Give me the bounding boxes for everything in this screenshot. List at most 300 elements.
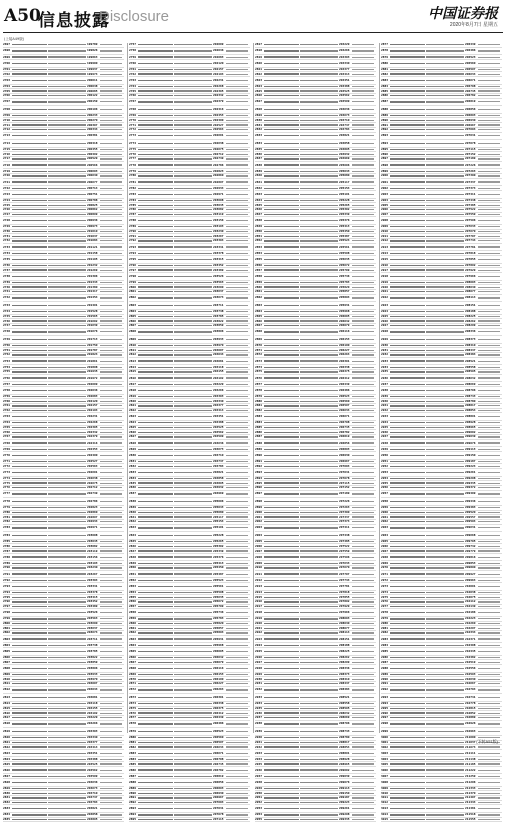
fund-code: 211259 bbox=[465, 775, 477, 778]
fund-name bbox=[12, 339, 47, 340]
fund-code: 204821 bbox=[339, 134, 351, 137]
fund-name bbox=[264, 115, 299, 116]
fund-description bbox=[426, 556, 464, 557]
table-title: (上接A49版) bbox=[4, 37, 24, 42]
fund-code: 208373 bbox=[465, 338, 477, 341]
fund-name bbox=[12, 396, 47, 397]
fund-code: 205413 bbox=[213, 562, 225, 565]
fund-code: 207152 bbox=[465, 153, 477, 156]
fund-name bbox=[390, 220, 425, 221]
fund-name bbox=[12, 164, 47, 165]
table-row bbox=[381, 336, 502, 344]
fund-name bbox=[138, 482, 173, 483]
fund-name bbox=[264, 628, 299, 629]
fund-description bbox=[48, 214, 86, 215]
row-number: 2873 bbox=[255, 360, 263, 363]
fund-description bbox=[426, 645, 464, 646]
row-number: 2801 bbox=[3, 627, 11, 630]
row-number: 2720 bbox=[3, 174, 11, 177]
fund-name bbox=[138, 742, 173, 743]
fund-code: 201491 bbox=[87, 304, 99, 307]
fund-name bbox=[138, 109, 173, 110]
fund-code: 199937 bbox=[87, 68, 99, 71]
row-detail bbox=[100, 753, 122, 754]
fund-name bbox=[12, 416, 47, 417]
row-detail bbox=[478, 143, 500, 144]
fund-code: 209039 bbox=[465, 435, 477, 438]
fund-description bbox=[174, 482, 212, 483]
row-detail bbox=[100, 601, 122, 602]
fund-description bbox=[300, 703, 338, 704]
table-row bbox=[129, 779, 250, 787]
fund-description bbox=[426, 164, 464, 165]
fund-code: 201528 bbox=[87, 310, 99, 313]
fund-code: 204044 bbox=[213, 353, 225, 356]
table-row bbox=[129, 302, 250, 310]
row-detail bbox=[226, 194, 248, 195]
row-detail bbox=[478, 390, 500, 391]
row-number: 2829 bbox=[3, 787, 11, 790]
fund-name bbox=[138, 493, 173, 494]
fund-name bbox=[390, 50, 425, 51]
fund-name bbox=[138, 814, 173, 815]
fund-name bbox=[12, 612, 47, 613]
row-number: 2884 bbox=[255, 421, 263, 424]
table-row bbox=[381, 358, 502, 366]
row-detail bbox=[226, 354, 248, 355]
table-row bbox=[381, 498, 502, 506]
row-detail bbox=[226, 753, 248, 754]
fund-name bbox=[138, 432, 173, 433]
table-row bbox=[3, 133, 124, 141]
fund-code: 204451 bbox=[87, 752, 99, 755]
row-number: 2912 bbox=[381, 239, 389, 242]
row-number: 2794 bbox=[3, 591, 11, 594]
row-number: 2934 bbox=[255, 702, 263, 705]
fund-name bbox=[138, 717, 173, 718]
fund-description bbox=[300, 651, 338, 652]
fund-description bbox=[48, 286, 86, 287]
row-number: 2828 bbox=[3, 781, 11, 784]
row-number: 3001 bbox=[381, 741, 389, 744]
fund-code: 204414 bbox=[213, 409, 225, 412]
row-number: 2858 bbox=[129, 611, 137, 614]
fund-name bbox=[264, 149, 299, 150]
table-row bbox=[381, 779, 502, 787]
fund-code: 207041 bbox=[213, 807, 225, 810]
fund-code: 209113 bbox=[465, 448, 477, 451]
row-number: 2994 bbox=[381, 702, 389, 705]
fund-name bbox=[264, 814, 299, 815]
fund-code: 202120 bbox=[87, 400, 99, 403]
row-number: 2819 bbox=[255, 56, 263, 59]
table-row bbox=[3, 191, 124, 199]
fund-description bbox=[174, 466, 212, 467]
row-detail bbox=[352, 797, 374, 798]
row-detail bbox=[478, 776, 500, 777]
row-number: 2823 bbox=[3, 752, 11, 755]
row-number: 2998 bbox=[381, 722, 389, 725]
row-detail bbox=[478, 797, 500, 798]
fund-description bbox=[426, 478, 464, 479]
fund-description bbox=[174, 209, 212, 210]
fund-name bbox=[12, 797, 47, 798]
row-detail bbox=[352, 345, 374, 346]
row-detail bbox=[226, 427, 248, 428]
row-number: 2797 bbox=[129, 269, 137, 272]
fund-name bbox=[264, 742, 299, 743]
row-number: 2773 bbox=[3, 471, 11, 474]
fund-code: 205931 bbox=[339, 304, 351, 307]
table-row bbox=[3, 413, 124, 421]
fund-code: 202712 bbox=[213, 153, 225, 156]
fund-description bbox=[426, 236, 464, 237]
fund-code: 204081 bbox=[213, 360, 225, 363]
fund-code: 203785 bbox=[87, 650, 99, 653]
fund-name bbox=[390, 246, 425, 247]
row-detail bbox=[100, 493, 122, 494]
fund-description bbox=[48, 282, 86, 283]
row-number: 2855 bbox=[129, 596, 137, 599]
fund-name bbox=[138, 723, 173, 724]
row-detail bbox=[352, 188, 374, 189]
fund-name bbox=[138, 240, 173, 241]
fund-name bbox=[12, 286, 47, 287]
fund-code: 208336 bbox=[339, 667, 351, 670]
row-detail bbox=[352, 487, 374, 488]
fund-code: 203304 bbox=[213, 239, 225, 242]
fund-name bbox=[12, 623, 47, 624]
fund-code: 205450 bbox=[213, 566, 225, 569]
fund-description bbox=[300, 188, 338, 189]
fund-code: 200973 bbox=[87, 225, 99, 228]
fund-code: 206042 bbox=[213, 656, 225, 659]
row-number: 2897 bbox=[255, 492, 263, 495]
table-row bbox=[3, 179, 124, 187]
row-number: 2876 bbox=[129, 712, 137, 715]
fund-description bbox=[426, 689, 464, 690]
fund-name bbox=[264, 286, 299, 287]
row-number: 2950 bbox=[381, 454, 389, 457]
row-detail bbox=[352, 371, 374, 372]
row-detail bbox=[100, 723, 122, 724]
row-detail bbox=[100, 737, 122, 738]
fund-code: 203526 bbox=[87, 611, 99, 614]
fund-code: 202379 bbox=[213, 100, 225, 103]
fund-name bbox=[138, 746, 173, 747]
fund-description bbox=[426, 501, 464, 502]
row-number: 2876 bbox=[255, 377, 263, 380]
row-number: 2959 bbox=[381, 506, 389, 509]
fund-code: 209002 bbox=[339, 769, 351, 772]
row-number: 2752 bbox=[3, 353, 11, 356]
table-row bbox=[3, 375, 124, 383]
row-detail bbox=[226, 487, 248, 488]
row-detail bbox=[478, 668, 500, 669]
row-number: 2709 bbox=[3, 114, 11, 117]
fund-code: 203045 bbox=[213, 204, 225, 207]
fund-name bbox=[12, 109, 47, 110]
row-number: 2923 bbox=[255, 638, 263, 641]
fund-description bbox=[48, 535, 86, 536]
fund-name bbox=[12, 638, 47, 639]
row-detail bbox=[226, 449, 248, 450]
fund-code: 202601 bbox=[87, 471, 99, 474]
fund-description bbox=[48, 297, 86, 298]
row-number: 2878 bbox=[255, 389, 263, 392]
table-row bbox=[129, 217, 250, 225]
fund-description bbox=[426, 377, 464, 378]
row-detail bbox=[226, 606, 248, 607]
fund-description bbox=[426, 240, 464, 241]
row-detail bbox=[478, 226, 500, 227]
row-number: 2767 bbox=[129, 100, 137, 103]
fund-code: 200085 bbox=[87, 90, 99, 93]
row-number: 2837 bbox=[129, 492, 137, 495]
table-row bbox=[381, 302, 502, 310]
fund-code: 210926 bbox=[465, 722, 477, 725]
fund-name bbox=[138, 527, 173, 528]
fund-description bbox=[426, 209, 464, 210]
fund-code: 208780 bbox=[339, 736, 351, 739]
row-number: 2866 bbox=[255, 320, 263, 323]
fund-code: 205080 bbox=[339, 174, 351, 177]
row-number: 2818 bbox=[129, 389, 137, 392]
fund-code: 209076 bbox=[465, 442, 477, 445]
fund-name bbox=[12, 143, 47, 144]
row-detail bbox=[100, 149, 122, 150]
row-number: 2781 bbox=[129, 181, 137, 184]
fund-code: 210519 bbox=[465, 661, 477, 664]
row-number: 2827 bbox=[3, 775, 11, 778]
row-number: 2893 bbox=[255, 471, 263, 474]
row-number: 2717 bbox=[3, 157, 11, 160]
row-number: 2846 bbox=[129, 545, 137, 548]
fund-name bbox=[264, 367, 299, 368]
fund-description bbox=[174, 410, 212, 411]
fund-name bbox=[138, 350, 173, 351]
table-row bbox=[255, 525, 376, 533]
fund-code: 210260 bbox=[465, 622, 477, 625]
fund-name bbox=[264, 645, 299, 646]
row-number: 2742 bbox=[3, 296, 11, 299]
fund-code: 210815 bbox=[465, 707, 477, 710]
fund-name bbox=[390, 632, 425, 633]
fund-code: 201269 bbox=[87, 269, 99, 272]
fund-code: 204525 bbox=[213, 426, 225, 429]
fund-description bbox=[300, 129, 338, 130]
row-detail bbox=[226, 601, 248, 602]
fund-code: 207707 bbox=[465, 235, 477, 238]
row-number: 2837 bbox=[255, 157, 263, 160]
fund-description bbox=[300, 396, 338, 397]
table-row bbox=[3, 302, 124, 310]
fund-code: 202638 bbox=[87, 477, 99, 480]
row-number: 2707 bbox=[3, 100, 11, 103]
row-detail bbox=[478, 483, 500, 484]
row-detail bbox=[226, 679, 248, 680]
fund-description bbox=[174, 556, 212, 557]
fund-description bbox=[174, 246, 212, 247]
fund-code: 205968 bbox=[213, 644, 225, 647]
fund-name bbox=[12, 516, 47, 517]
row-number: 2768 bbox=[3, 442, 11, 445]
fund-name bbox=[138, 797, 173, 798]
row-number: 2715 bbox=[3, 148, 11, 151]
fund-code: 204673 bbox=[339, 114, 351, 117]
row-number: 2916 bbox=[255, 600, 263, 603]
fund-code: 206597 bbox=[213, 741, 225, 744]
fund-code: 207115 bbox=[465, 148, 477, 151]
row-number: 2881 bbox=[381, 68, 389, 71]
fund-name bbox=[138, 645, 173, 646]
fund-description bbox=[300, 618, 338, 619]
row-number: 2801 bbox=[129, 290, 137, 293]
fund-name bbox=[12, 316, 47, 317]
fund-description bbox=[48, 638, 86, 639]
row-number: 2834 bbox=[255, 142, 263, 145]
row-detail bbox=[100, 689, 122, 690]
row-detail bbox=[352, 662, 374, 663]
fund-code: 203859 bbox=[87, 661, 99, 664]
row-number: 2786 bbox=[3, 545, 11, 548]
fund-description bbox=[300, 269, 338, 270]
fund-name bbox=[390, 623, 425, 624]
fund-code: 205857 bbox=[213, 627, 225, 630]
fund-name bbox=[264, 124, 299, 125]
fund-code: 206560 bbox=[465, 62, 477, 65]
fund-name bbox=[390, 401, 425, 402]
fund-name bbox=[390, 662, 425, 663]
fund-name bbox=[390, 291, 425, 292]
fund-description bbox=[426, 282, 464, 283]
row-number: 2833 bbox=[129, 471, 137, 474]
fund-name bbox=[12, 651, 47, 652]
row-detail bbox=[478, 632, 500, 633]
row-number: 2754 bbox=[3, 366, 11, 369]
fund-code: 204414 bbox=[87, 746, 99, 749]
fund-code: 203341 bbox=[213, 246, 225, 249]
row-number: 2954 bbox=[255, 813, 263, 816]
fund-name bbox=[138, 487, 173, 488]
row-detail bbox=[478, 276, 500, 277]
fund-description bbox=[174, 367, 212, 368]
row-number: 2796 bbox=[3, 600, 11, 603]
fund-description bbox=[174, 422, 212, 423]
fund-code: 203970 bbox=[213, 344, 225, 347]
fund-name bbox=[390, 501, 425, 502]
fund-description bbox=[174, 154, 212, 155]
row-number: 2922 bbox=[381, 296, 389, 299]
table-row bbox=[255, 77, 376, 85]
fund-description bbox=[174, 689, 212, 690]
fund-name bbox=[264, 360, 299, 361]
row-detail bbox=[226, 567, 248, 568]
fund-description bbox=[174, 612, 212, 613]
table-row bbox=[255, 358, 376, 366]
fund-description bbox=[174, 638, 212, 639]
row-number: 2838 bbox=[255, 164, 263, 167]
row-number: 2833 bbox=[255, 134, 263, 137]
fund-code: 205746 bbox=[339, 275, 351, 278]
fund-name bbox=[12, 501, 47, 502]
row-detail bbox=[352, 612, 374, 613]
fund-code: 203156 bbox=[213, 219, 225, 222]
table-row bbox=[3, 99, 124, 107]
row-detail bbox=[226, 814, 248, 815]
row-detail bbox=[100, 501, 122, 502]
fund-name bbox=[138, 63, 173, 64]
fund-name bbox=[138, 124, 173, 125]
fund-code: 202157 bbox=[87, 404, 99, 407]
table-row bbox=[3, 636, 124, 644]
fund-name bbox=[264, 384, 299, 385]
row-number: 2854 bbox=[129, 591, 137, 594]
row-number: 2968 bbox=[381, 556, 389, 559]
fund-name bbox=[390, 282, 425, 283]
row-number: 2859 bbox=[255, 281, 263, 284]
row-detail bbox=[478, 253, 500, 254]
fund-name bbox=[264, 753, 299, 754]
fund-name bbox=[12, 401, 47, 402]
row-detail bbox=[352, 120, 374, 121]
fund-description bbox=[426, 194, 464, 195]
fund-code: 207263 bbox=[339, 506, 351, 509]
row-detail bbox=[226, 737, 248, 738]
fund-name bbox=[390, 422, 425, 423]
row-number: 2724 bbox=[3, 199, 11, 202]
row-number: 2911 bbox=[381, 235, 389, 238]
row-number: 2815 bbox=[3, 707, 11, 710]
fund-name bbox=[138, 683, 173, 684]
row-number: 2881 bbox=[129, 741, 137, 744]
fund-name bbox=[264, 746, 299, 747]
fund-name bbox=[12, 95, 47, 96]
fund-description bbox=[174, 164, 212, 165]
fund-description bbox=[174, 535, 212, 536]
fund-code: 204044 bbox=[87, 688, 99, 691]
fund-code: 208225 bbox=[465, 315, 477, 318]
row-detail bbox=[226, 80, 248, 81]
row-detail bbox=[100, 703, 122, 704]
fund-name bbox=[390, 350, 425, 351]
row-detail bbox=[100, 405, 122, 406]
row-number: 2845 bbox=[255, 204, 263, 207]
fund-code: 201565 bbox=[87, 315, 99, 318]
fund-code: 204451 bbox=[213, 415, 225, 418]
row-number: 2917 bbox=[255, 605, 263, 608]
row-detail bbox=[226, 405, 248, 406]
fund-description bbox=[174, 763, 212, 764]
fund-description bbox=[300, 612, 338, 613]
table-row bbox=[255, 636, 376, 644]
fund-description bbox=[426, 129, 464, 130]
row-number: 2789 bbox=[3, 562, 11, 565]
fund-description bbox=[300, 674, 338, 675]
row-detail bbox=[100, 580, 122, 581]
fund-description bbox=[48, 345, 86, 346]
row-detail bbox=[352, 325, 374, 326]
fund-description bbox=[426, 550, 464, 551]
row-number: 2787 bbox=[3, 550, 11, 553]
fund-code: 206671 bbox=[465, 79, 477, 82]
fund-code: 210001 bbox=[465, 585, 477, 588]
fund-name bbox=[264, 567, 299, 568]
row-number: 2882 bbox=[255, 409, 263, 412]
fund-name bbox=[138, 367, 173, 368]
fund-description bbox=[174, 436, 212, 437]
row-detail bbox=[226, 149, 248, 150]
